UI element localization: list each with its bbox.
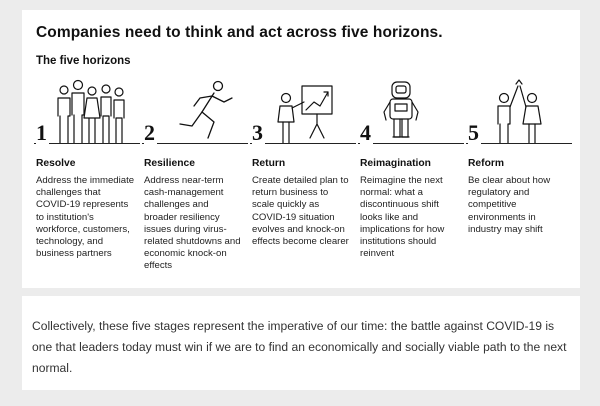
horizon-2-title: Resilience — [144, 158, 195, 169]
horizon-1-baseline — [34, 143, 140, 144]
horizon-4-illustration — [358, 76, 464, 144]
horizon-1-description: Address the immediate challenges that COVID-19 represents to institution's workforce, customers, technology, and business partners — [36, 175, 135, 260]
horizon-1-title: Resolve — [36, 158, 76, 169]
horizon-2-description: Address near-term cash-management challenges and broader resiliency issues during virus-related shutdowns and economic knock-on effects — [144, 175, 241, 272]
horizon-3-description: Create detailed plan to return business to scale quickly as COVID-19 situation evolves and knock-on effects become clearer — [252, 175, 349, 248]
horizon-4-title: Reimagination — [360, 158, 431, 169]
horizon-4 — [358, 76, 464, 260]
closing-card — [22, 296, 580, 390]
horizon-5-baseline — [466, 143, 572, 144]
horizon-4-baseline — [358, 143, 464, 144]
horizon-1-number: 1 — [36, 120, 47, 145]
horizon-1 — [34, 76, 140, 260]
horizon-4-number: 4 — [360, 120, 371, 145]
presenter-with-chart-icon — [250, 76, 356, 144]
horizon-5-title: Reform — [468, 158, 505, 169]
horizon-5 — [466, 76, 572, 236]
horizons-card — [22, 10, 580, 288]
subhead: The five horizons — [36, 55, 131, 67]
horizon-3-title: Return — [252, 158, 286, 169]
running-person-icon — [142, 76, 248, 144]
horizon-3 — [250, 76, 356, 248]
horizon-3-illustration — [250, 76, 356, 144]
horizon-2 — [142, 76, 248, 273]
astronaut-icon — [358, 76, 464, 144]
group-of-people-icon — [34, 76, 140, 144]
horizon-2-illustration — [142, 76, 248, 144]
headline: Companies need to think and act across five horizons. — [36, 24, 443, 41]
horizon-5-description: Be clear about how regulatory and competitive environments in industry may shift — [468, 175, 551, 235]
horizon-3-number: 3 — [252, 120, 263, 145]
horizon-2-number: 2 — [144, 120, 155, 145]
horizon-2-baseline — [142, 143, 248, 144]
horizon-5-illustration — [466, 76, 572, 144]
horizon-3-baseline — [250, 143, 356, 144]
horizon-4-description: Reimagine the next normal: what a discontinuous shift looks like and implications for how institutions should reinvent — [360, 175, 445, 260]
high-five-icon — [466, 76, 572, 144]
horizon-5-number: 5 — [468, 120, 479, 145]
closing-statement: Collectively, these five stages represent the imperative of our time: the battle against COVID-19 is one that leaders today must win if we are to find an economically and socially viable path to the next normal. — [32, 319, 567, 375]
horizon-1-illustration — [34, 76, 140, 144]
